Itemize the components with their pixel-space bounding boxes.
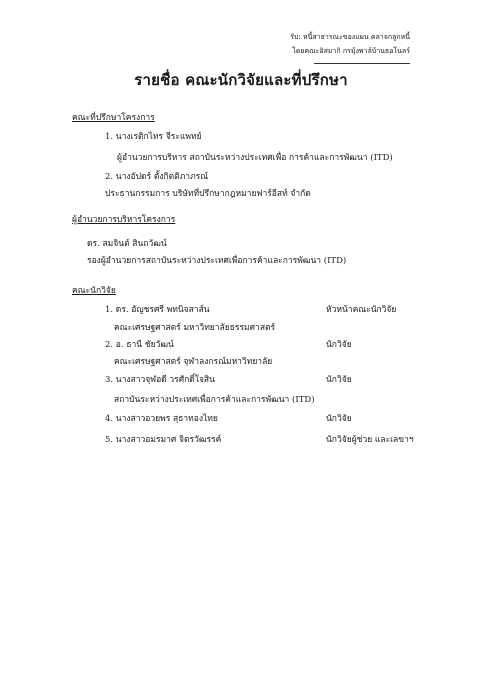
- researcher-role: หัวหน้าคณะนักวิจัย: [326, 305, 397, 315]
- advisor-name: 2. นางอัปดร์ ตั้งกิตติภาภรณ์: [105, 172, 209, 182]
- researcher-affiliation: คณะเศรษฐศาสตร์ จุฬาลงกรณ์มหาวิทยาลัย: [114, 357, 273, 367]
- director-name: ดร. สมจินต์ สินถวัฒน์: [87, 239, 167, 249]
- researcher-affiliation: คณะเศรษฐศาสตร์ มหาวิทยาลัยธรรมศาสตร์: [114, 323, 276, 333]
- researcher-affiliation: สถาบันระหว่างประเทศเพื่อการค้าและการพัฒนา (ITD): [114, 395, 315, 405]
- researcher-name: 1. ดร. อัญชรศรี พทนิจสาส์น: [105, 305, 210, 315]
- researcher-name: 5. นางสาวอมรมาศ จิตรวัฒรรค์: [105, 435, 222, 445]
- advisor-position: ประธานกรรมการ บริษัทที่ปรึกษากฎหมายฟาร์อีสท์ จำกัด: [105, 189, 311, 199]
- researchers-heading: คณะนักวิจัย: [72, 286, 116, 296]
- advisor-name: 1. นางเรติกไทร จีระแพทย์: [105, 132, 202, 142]
- director-position: รองผู้อำนวยการสถาบันระหว่างประเทศเพื่อการค้าและการพัฒนา (ITD): [87, 256, 347, 266]
- researcher-name: 3. นางสาวจุฬอดี วรศักดิ์ใจสิน: [105, 375, 215, 385]
- header-note-line-1: รับ: หนี้สาธารณะของแผน คลาจกลูกหนี้: [290, 33, 410, 41]
- researcher-role: นักวิจัย: [326, 414, 352, 424]
- researcher-role: นักวิจัย: [326, 340, 352, 350]
- researcher-role: นักวิจัยผู้ช่วย และเลขาฯ: [326, 435, 414, 445]
- director-heading: ผู้อำนวยการบริหารโครงการ: [72, 215, 176, 225]
- researcher-name: 4. นางสาวอวยพร สุธาทองไทย: [105, 414, 218, 424]
- header-note-line-2: โดยคณะอิสมากิ กรมุ้งพาล์บ้านธอโนลร์: [292, 47, 410, 55]
- document-title: รายชื่อ คณะนักวิจัยและที่ปรึกษา: [134, 71, 348, 89]
- header-divider: [314, 63, 410, 64]
- advisors-heading: คณะที่ปรึกษาโครงการ: [72, 113, 155, 123]
- researcher-name: 2. อ. ธานี ชัยวัฒน์: [105, 340, 174, 350]
- researcher-role: นักวิจัย: [326, 375, 352, 385]
- advisor-position: ผู้อำนวยการบริหาร สถาบันระหว่างประเทศเพื่อ การค้าและการพัฒนา (ITD): [117, 153, 393, 163]
